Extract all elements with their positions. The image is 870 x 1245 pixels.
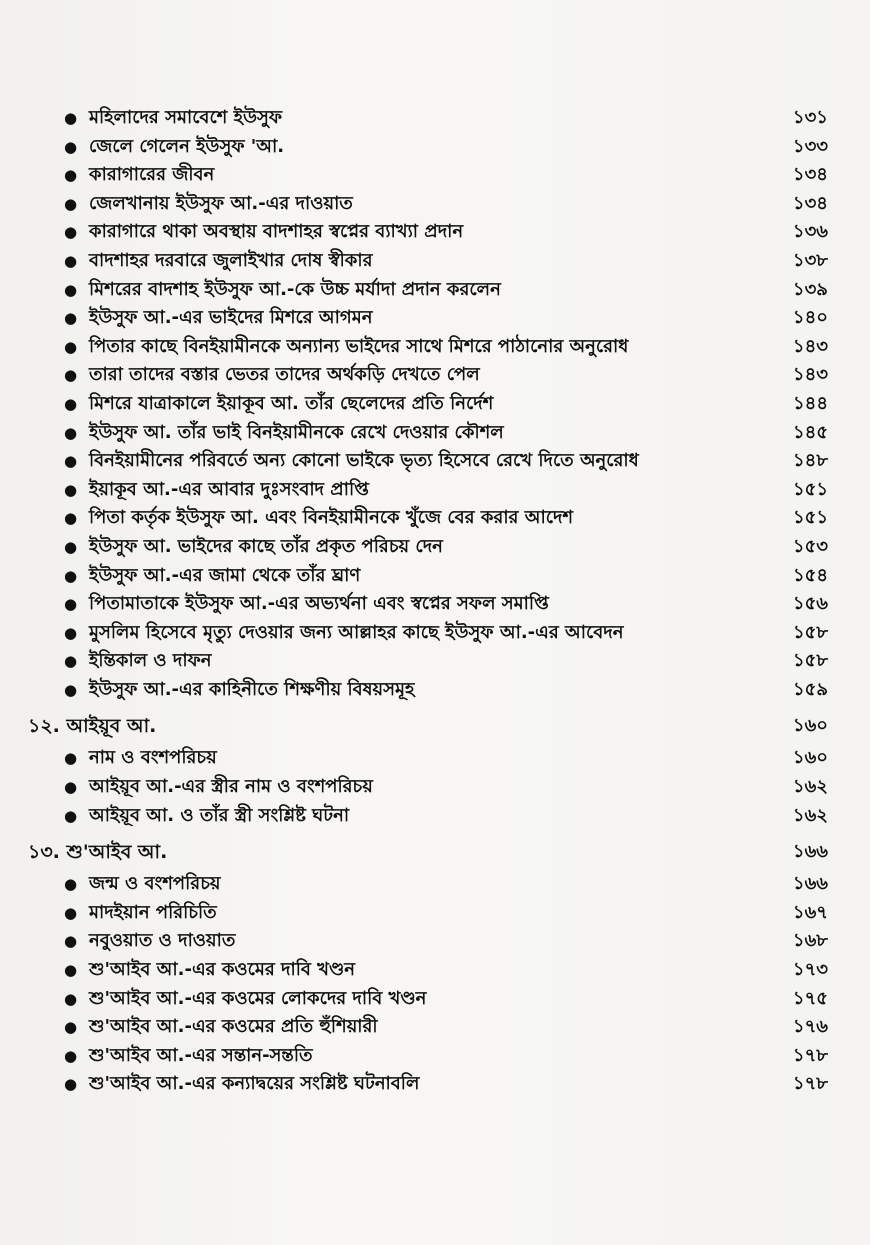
bullet-icon: ● (64, 166, 78, 185)
toc-entry-page-number: ১৪৩ (792, 335, 828, 357)
bullet-icon: ● (64, 623, 78, 642)
toc-entry-title: মাদইয়ান পরিচিতি (89, 901, 217, 923)
bullet-icon: ● (64, 452, 78, 471)
toc-entry-title: শু'আইব আ.-এর কওমের দাবি খণ্ডন (89, 959, 355, 981)
toc-entry-page-number: ১৫৯ (792, 678, 828, 700)
section-page-number: ১৬০ (792, 715, 828, 737)
toc-entry-page-number: ১৫১ (792, 507, 828, 529)
toc-entry-page-number: ১৫৪ (792, 564, 828, 586)
toc-entry-title: মিশরের বাদশাহ ইউসুফ আ.-কে উচ্চ মর্যাদা প্রদান করলেন (89, 278, 501, 300)
bullet-icon: ● (64, 1018, 78, 1037)
bullet-icon: ● (64, 1075, 78, 1094)
toc-entry-page-number: ১৭৮ (792, 1073, 828, 1095)
toc-entry-page-number: ১৫৮ (792, 621, 828, 643)
toc-entry-page-number: ১৫১ (792, 478, 828, 500)
toc-entry[interactable] (28, 104, 828, 133)
bullet-icon: ● (64, 806, 78, 825)
toc-entry-title: ইউসুফ আ. ভাইদের কাছে তাঁর প্রকৃত পরিচয় দেন (89, 535, 443, 557)
toc-entry-page-number: ১৩৮ (792, 249, 828, 271)
toc-entry[interactable] (28, 533, 828, 562)
section-page-number: ১৬৬ (792, 841, 828, 863)
toc-entry[interactable] (28, 247, 828, 276)
toc-entry-page-number: ১৩৪ (792, 164, 828, 186)
toc-entry-page-number: ১৬২ (792, 776, 828, 798)
toc-entry[interactable] (28, 333, 828, 362)
bullet-icon: ● (64, 194, 78, 213)
bullet-icon: ● (64, 137, 78, 156)
table-of-contents (28, 104, 828, 1099)
toc-entry[interactable] (28, 676, 828, 705)
bullet-icon: ● (64, 366, 78, 385)
toc-entry[interactable] (28, 190, 828, 219)
toc-entry[interactable] (28, 899, 828, 928)
section-title: ১২. আইয়ূব আ. (28, 715, 157, 738)
toc-entry-title: মিশরে যাত্রাকালে ইয়াকূব আ. তাঁর ছেলেদের প্রতি নির্দেশ (89, 392, 494, 414)
toc-entry-title: শু'আইব আ.-এর কন্যাদ্বয়ের সংশ্লিষ্ট ঘটনাবলি (89, 1073, 420, 1095)
toc-entry[interactable] (28, 390, 828, 419)
toc-entry[interactable] (28, 476, 828, 505)
toc-entry[interactable] (28, 1013, 828, 1042)
toc-entry-title: ইয়াকূব আ.-এর আবার দুঃসংবাদ প্রাপ্তি (89, 478, 369, 500)
toc-entry-page-number: ১৬০ (792, 747, 828, 769)
toc-entry-page-number: ১৩৩ (792, 135, 828, 157)
toc-entry[interactable] (28, 956, 828, 985)
toc-entry[interactable] (28, 647, 828, 676)
toc-entry[interactable] (28, 133, 828, 162)
toc-entry-title: বাদশাহর দরবারে জুলাইখার দোষ স্বীকার (89, 249, 373, 271)
toc-entry-title: ইউসুফ আ.-এর ভাইদের মিশরে আগমন (89, 307, 373, 329)
bullet-icon: ● (64, 394, 78, 413)
toc-entry-page-number: ১৪৮ (792, 450, 828, 472)
bullet-icon: ● (64, 932, 78, 951)
toc-entry-page-number: ১৬৬ (792, 873, 828, 895)
toc-entry-title: পিতামাতাকে ইউসুফ আ.-এর অভ্যর্থনা এবং স্বপ্নের সফল সমাপ্তি (89, 593, 549, 615)
toc-section-shuaib[interactable] (28, 834, 828, 870)
toc-entry-page-number: ১৩৪ (792, 192, 828, 214)
toc-group-ayub (28, 744, 828, 830)
bullet-icon: ● (64, 480, 78, 499)
bullet-icon: ● (64, 595, 78, 614)
toc-entry-title: জেলখানায় ইউসুফ আ.-এর দাওয়াত (89, 192, 353, 214)
bullet-icon: ● (64, 223, 78, 242)
toc-entry-page-number: ১৪৪ (792, 392, 828, 414)
toc-entry[interactable] (28, 802, 828, 831)
toc-entry[interactable] (28, 304, 828, 333)
toc-entry-title: ইন্তিকাল ও দাফন (89, 650, 212, 672)
bullet-icon: ● (64, 423, 78, 442)
toc-group-shuaib (28, 870, 828, 1099)
toc-entry-title: নাম ও বংশপরিচয় (89, 747, 217, 769)
toc-entry-page-number: ১৭৬ (792, 1016, 828, 1038)
toc-entry-title: ইউসুফ আ. তাঁর ভাই বিনইয়ামীনকে রেখে দেওয়ার কৌশল (89, 421, 504, 443)
toc-entry[interactable] (28, 161, 828, 190)
bullet-icon: ● (64, 961, 78, 980)
toc-entry[interactable] (28, 590, 828, 619)
toc-entry-page-number: ১৪৩ (792, 364, 828, 386)
toc-entry-title: বিনইয়ামীনের পরিবর্তে অন্য কোনো ভাইকে ভৃত্য হিসেবে রেখে দিতে অনুরোধ (89, 450, 639, 472)
bullet-icon: ● (64, 537, 78, 556)
toc-entry-page-number: ১৪৫ (792, 421, 828, 443)
toc-entry-page-number: ১৬২ (792, 804, 828, 826)
bullet-icon: ● (64, 280, 78, 299)
bullet-icon: ● (64, 1046, 78, 1065)
toc-entry-page-number: ১৭৮ (792, 1044, 828, 1066)
toc-entry-title: জেলে গেলেন ইউসুফ 'আ. (89, 135, 285, 157)
toc-entry-title: কারাগারে থাকা অবস্থায় বাদশাহর স্বপ্নের ব্যাখ্যা প্রদান (89, 221, 464, 243)
toc-entry[interactable] (28, 619, 828, 648)
toc-entry[interactable] (28, 985, 828, 1014)
toc-group-yusuf (28, 104, 828, 704)
toc-entry[interactable] (28, 447, 828, 476)
toc-entry-page-number: ১৩১ (792, 107, 828, 128)
toc-entry-title: পিতার কাছে বিনইয়ামীনকে অন্যান্য ভাইদের সাথে মিশরে পাঠানোর অনুরোধ (89, 335, 629, 357)
toc-entry[interactable] (28, 218, 828, 247)
toc-entry-title: আইয়ূব আ. ও তাঁর স্ত্রী সংশ্লিষ্ট ঘটনা (89, 804, 350, 826)
toc-entry[interactable] (28, 504, 828, 533)
bullet-icon: ● (64, 309, 78, 328)
bullet-icon: ● (64, 337, 78, 356)
toc-entry[interactable] (28, 927, 828, 956)
bullet-icon: ● (64, 509, 78, 528)
toc-entry-page-number: ১৭৩ (792, 959, 828, 981)
bullet-icon: ● (64, 903, 78, 922)
toc-entry[interactable] (28, 419, 828, 448)
toc-entry[interactable] (28, 870, 828, 899)
bullet-icon: ● (64, 680, 78, 699)
bullet-icon: ● (64, 875, 78, 894)
toc-section-ayub[interactable] (28, 708, 828, 744)
toc-entry-page-number: ১৬৮ (792, 930, 828, 952)
toc-entry-title: মহিলাদের সমাবেশে ইউসুফ (89, 107, 283, 128)
toc-entry-title: শু'আইব আ.-এর কওমের লোকদের দাবি খণ্ডন (89, 987, 427, 1009)
toc-entry-page-number: ১৫৬ (792, 593, 828, 615)
toc-entry-title: শু'আইব আ.-এর কওমের প্রতি হুঁশিয়ারী (89, 1016, 378, 1038)
bullet-icon: ● (64, 652, 78, 671)
bullet-icon: ● (64, 109, 78, 127)
toc-entry[interactable] (28, 361, 828, 390)
section-title: ১৩. শু'আইব আ. (28, 841, 168, 864)
toc-entry-title: ইউসুফ আ.-এর কাহিনীতে শিক্ষণীয় বিষয়সমূহ (89, 678, 415, 700)
toc-entry-title: শু'আইব আ.-এর সন্তান-সন্ততি (89, 1044, 313, 1066)
toc-entry-title: আইয়ূব আ.-এর স্ত্রীর নাম ও বংশপরিচয় (89, 776, 373, 798)
toc-entry-title: নবুওয়াত ও দাওয়াত (89, 930, 236, 952)
bullet-icon: ● (64, 749, 78, 768)
toc-entry-title: তারা তাদের বস্তার ভেতর তাদের অর্থকড়ি দেখতে পেল (89, 364, 480, 386)
bullet-icon: ● (64, 989, 78, 1008)
toc-entry-title: ইউসুফ আ.-এর জামা থেকে তাঁর ঘ্রাণ (89, 564, 361, 586)
toc-entry-page-number: ১৩৯ (792, 278, 828, 300)
toc-entry[interactable] (28, 276, 828, 305)
toc-entry-page-number: ১৬৭ (792, 901, 828, 923)
toc-entry-title: পিতা কর্তৃক ইউসুফ আ. এবং বিনইয়ামীনকে খুঁজে বের করার আদেশ (89, 507, 574, 529)
toc-entry[interactable] (28, 1042, 828, 1071)
toc-entry-page-number: ১৪০ (792, 307, 828, 329)
toc-entry-page-number: ১৩৬ (792, 221, 828, 243)
toc-entry-title: মুসলিম হিসেবে মৃত্যু দেওয়ার জন্য আল্লাহর কাছে ইউসুফ আ.-এর আবেদন (89, 621, 624, 643)
toc-entry[interactable] (28, 773, 828, 802)
toc-entry-page-number: ১৫৮ (792, 650, 828, 672)
toc-entry[interactable] (28, 562, 828, 591)
toc-entry-title: কারাগারের জীবন (89, 164, 215, 186)
toc-entry[interactable] (28, 1070, 828, 1099)
toc-entry-title: জন্ম ও বংশপরিচয় (89, 873, 221, 895)
toc-entry-page-number: ১৭৫ (792, 987, 828, 1009)
bullet-icon: ● (64, 251, 78, 270)
toc-entry-page-number: ১৫৩ (792, 535, 828, 557)
toc-entry[interactable] (28, 744, 828, 773)
bullet-icon: ● (64, 566, 78, 585)
bullet-icon: ● (64, 778, 78, 797)
